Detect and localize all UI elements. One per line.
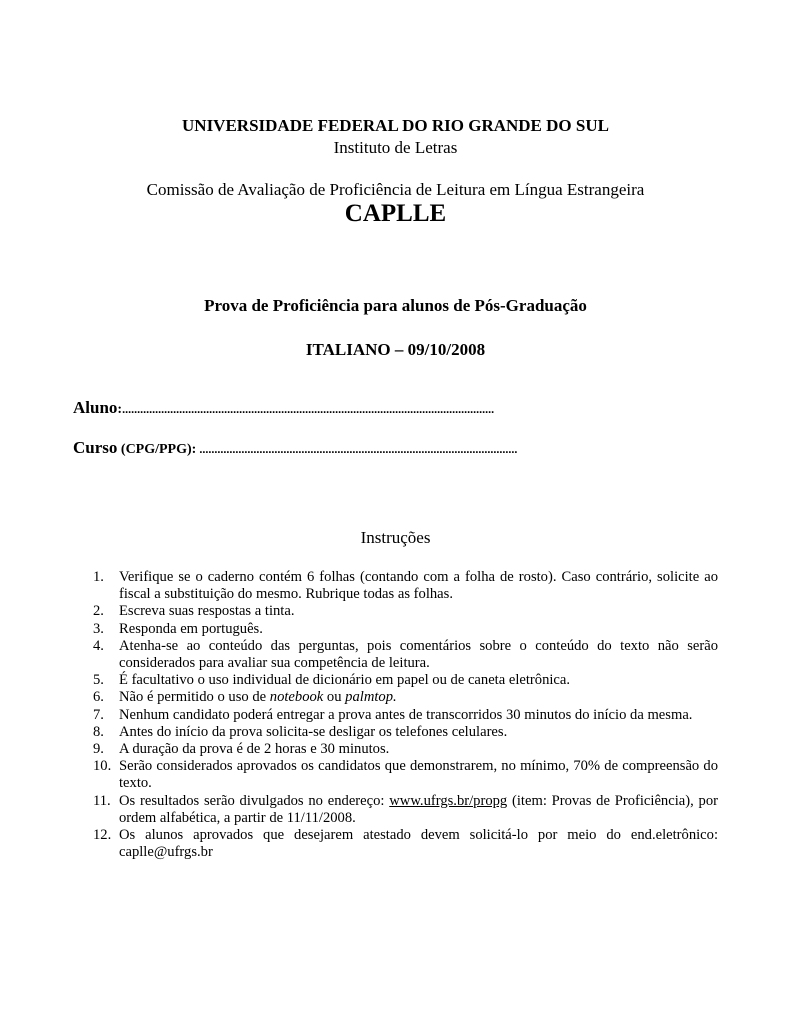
student-field bbox=[73, 398, 494, 418]
list-item: 5. É facultativo o uso individual de dicionário em papel ou de caneta eletrônica. bbox=[93, 672, 571, 689]
student-colon: : bbox=[117, 402, 123, 417]
student-label: Aluno bbox=[73, 398, 118, 417]
instructions-list bbox=[93, 569, 718, 861]
course-blank-line: .......................................................................................................... bbox=[196, 442, 518, 456]
course-sublabel: (CPG/PPG): bbox=[117, 442, 197, 457]
list-item: 7. Nenhum candidato poderá entregar a prova antes de transcorridos 30 minutos do início da mesma. bbox=[93, 706, 693, 723]
list-item: 8. Antes do início da prova solicita-se desligar os telefones celulares. bbox=[93, 723, 508, 740]
list-item: 9. A duração da prova é de 2 horas e 30 minutos. bbox=[93, 741, 390, 758]
university-name: UNIVERSIDADE FEDERAL DO RIO GRANDE DO SUL bbox=[182, 116, 609, 135]
list-item: 6. Não é permitido o uso de notebook ou palmtop. bbox=[93, 689, 397, 706]
list-item: 12. Os alunos aprovados que desejarem atestado devem solicitá-lo por meio do end.eletrônico: caplle@ufrgs.br bbox=[93, 827, 718, 861]
course-field bbox=[73, 438, 517, 458]
list-item: 10. Serão considerados aprovados os candidatos que demonstrarem, no mínimo, 70% de compreensão do texto. bbox=[93, 758, 718, 792]
exam-title: Prova de Proficiência para alunos de Pós-Graduação bbox=[204, 296, 587, 315]
student-blank-line: ............................................................................................................................ bbox=[122, 402, 495, 416]
exam-language-date: ITALIANO – 09/10/2008 bbox=[305, 340, 486, 359]
institute-name: Instituto de Letras bbox=[333, 138, 458, 157]
list-item: 3. Responda em português. bbox=[93, 620, 263, 637]
list-item: 1. Verifique se o caderno contém 6 folhas (contando com a folha de rosto). Caso contrário, solicite ao fiscal a substituição do mesmo. Rubrique todas as folhas. bbox=[93, 569, 718, 603]
list-item: 4. Atenha-se ao conteúdo das perguntas, pois comentários sobre o conteúdo do texto não serão considerados para avaliar sua competência de leitura. bbox=[93, 637, 718, 672]
list-item: 11. Os resultados serão divulgados no endereço: www.ufrgs.br/propg (item: Provas de Proficiência), por ordem alfabética, a partir de 11/11/2008. bbox=[93, 792, 718, 826]
results-link[interactable]: www.ufrgs.br/propg bbox=[389, 792, 508, 809]
commission-name: Comissão de Avaliação de Proficiência de Leitura em Língua Estrangeira bbox=[146, 180, 645, 199]
acronym-title: CAPLLE bbox=[344, 200, 447, 227]
course-label: Curso bbox=[73, 438, 118, 457]
instructions-title: Instruções bbox=[360, 528, 431, 547]
list-item: 2. Escreva suas respostas a tinta. bbox=[93, 603, 295, 620]
